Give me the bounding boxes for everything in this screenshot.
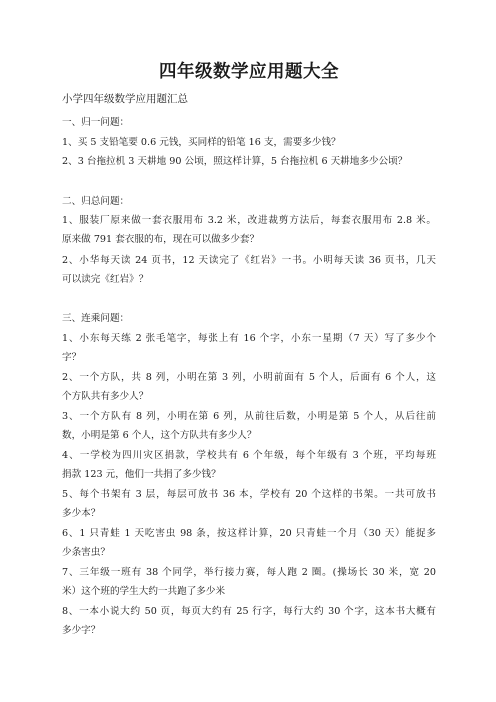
question-line: 1、买 5 支铅笔要 0.6 元钱，买同样的铅笔 16 支，需要多少钱？ [62,137,341,148]
document-subtitle: 小学四年级数学应用题汇总 [62,93,188,105]
question-line: 1、服装厂原来做一套衣服用布 3.2 米，改进裁剪方法后，每套衣服用布 2.8 米。 [62,215,436,226]
question-line: 5、每个书架有 3 层，每层可放书 36 本，学校有 20 个这样的书架。一共可放书 [62,489,436,500]
question-line: 2、一个方队，共 8 列，小明在第 3 列，小明前面有 5 个人，后面有 6 个人，这 [62,372,436,383]
question-line: 4、一学校为四川灾区捐款，学校共有 6 个年级，每个年级有 3 个班，平均每班 [62,450,436,461]
question-line: 少条害虫？ [62,547,110,558]
section-heading-3: 三、连乘问题： [62,313,130,324]
question-line: 1、小东每天练 2 张毛笔字，每张上有 16 个字，小东一星期（7 天）写了多少个 [62,333,436,344]
section-heading-2: 二、归总问题： [62,196,130,207]
question-line: 8、一本小说大约 50 页，每页大约有 25 行字，每行大约 30 个字，这本书大概有 [62,606,436,617]
question-line: 多少本？ [62,508,101,519]
question-line: 多少字？ [62,625,101,636]
document-title: 四年级数学应用题大全 [159,62,339,82]
question-line: 3、一个方队有 8 列，小明在第 6 列，从前往后数，小明是第 5 个人，从后往前 [62,411,436,422]
section-heading-1: 一、归一问题： [62,117,130,128]
question-line: 米）这个班的学生大约一共跑了多少米 [62,586,226,597]
question-line: 捐款 123 元，他们一共捐了多少钱？ [62,469,221,480]
question-line: 2、3 台拖拉机 3 天耕地 90 公顷，照这样计算，5 台拖拉机 6 天耕地多少公顷？ [62,156,408,167]
question-line: 7、三年级一班有 38 个同学，举行接力赛，每人跑 2 圈。(操场长 30 米，宽 20 [62,567,436,578]
question-line: 2、小华每天读 24 页书，12 天读完了《红岩》一书。小明每天读 36 页书，几天 [62,255,436,266]
question-line: 6、1 只青蛙 1 天吃害虫 98 条，按这样计算，20 只青蛙一个月（30 天）能捉多 [62,528,436,539]
question-line: 可以读完《红岩》？ [62,274,149,285]
question-line: 原来做 791 套衣服的布，现在可以做多少套？ [62,234,260,245]
question-line: 数，小明是第 6 个人，这个方队共有多少人？ [62,430,257,441]
question-line: 个方队共有多少人？ [62,391,149,402]
question-line: 字？ [62,352,82,363]
